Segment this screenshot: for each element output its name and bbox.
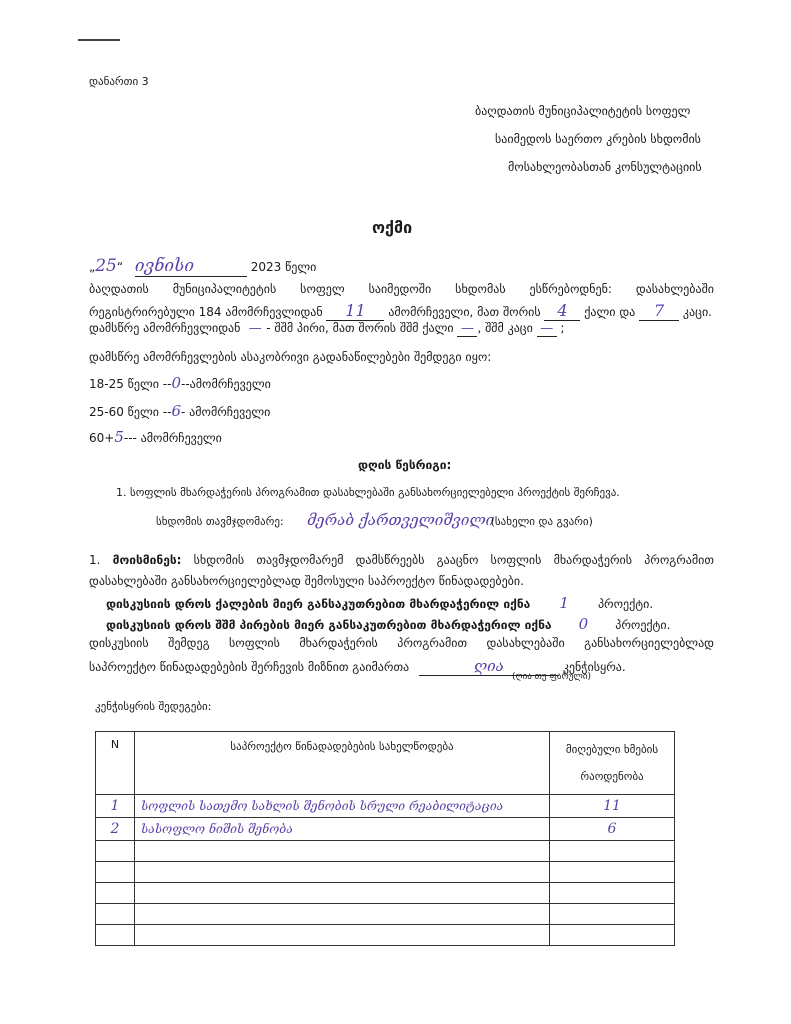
pwd-support-text: დისკუსიის დროს შშმ პირების მიერ განსაკუთრებით მხარდაჭერილ იქნა	[106, 618, 552, 632]
chair-label: სხდომის თავმჯდომარე:	[156, 515, 284, 528]
header-votes-line-2: რაოდენობა	[580, 770, 644, 783]
age-row-25-60	[89, 402, 270, 420]
pwd-text-d: ;	[560, 321, 565, 335]
results-table	[95, 731, 675, 946]
table-row-empty	[96, 841, 675, 862]
vote-type-value: ღია	[419, 657, 559, 676]
pwd-line	[89, 321, 565, 337]
vote-line-1: დისკუსიის შემდეგ სოფლის მხარდაჭერის პროგრამით დასახლებაში განსახორციელებლად	[89, 636, 714, 650]
vote-text-suffix: კენჭისყრა.	[562, 660, 626, 674]
pwd-text-b: - შშმ პირი, მათ შორის შშმ ქალი	[266, 321, 454, 335]
age-row-suffix: - ამომრჩეველი	[181, 405, 271, 419]
women-support-line	[106, 594, 653, 612]
pwd-text-a: დამსწრე ამომრჩევლიდან	[89, 321, 241, 335]
intro-line-2	[89, 301, 712, 321]
header-line-2: საიმედოს საერთო კრების სხდომის	[495, 132, 701, 146]
heard-text: სხდომის თავმჯდომარემ დამსწრეებს გააცნო სოფლის მხარდაჭერის პროგრამით	[193, 553, 714, 567]
age-row-prefix: 25-60 წელი --	[89, 405, 172, 419]
date-month: ივნისი	[135, 256, 247, 277]
header-line-3: მოსახლეობასთან კონსულტაციის	[508, 160, 702, 174]
header-votes	[550, 732, 675, 795]
women-count: 4	[544, 301, 580, 321]
age-row-18-25	[89, 374, 271, 392]
age-intro: დამსწრე ამომრჩევლების ასაკობრივი გადანაწილებები შემდეგი იყო:	[89, 350, 492, 364]
men-count: 7	[639, 301, 679, 321]
date-year: 2023 წელი	[250, 260, 317, 274]
intro-among-text: ამომრჩეველი, მათ შორის	[388, 305, 541, 319]
agenda-title: დღის წესრიგი:	[358, 458, 452, 472]
row-number: 2	[96, 818, 135, 841]
women-support-suffix: პროექტი.	[597, 597, 654, 611]
heard-line-2: დასახლებაში განსახორციელებლად შემოსული საპროექტო წინადადებები.	[89, 574, 524, 588]
table-row	[96, 795, 675, 818]
pwd-men: —	[537, 321, 557, 337]
age-row-suffix: --- ამომრჩეველი	[123, 431, 222, 445]
table-row	[96, 818, 675, 841]
heard-label: მოისმინეს:	[112, 553, 182, 567]
header-votes-line-1: მიღებული ხმების	[565, 743, 659, 756]
header-line-1: ბაღდათის მუნიციპალიტეტის სოფელ	[475, 104, 691, 118]
intro-line-1: ბაღდათის მუნიციპალიტეტის სოფელ საიმედოში სხდომას ესწრებოდნენ: დასახლებაში	[89, 282, 714, 296]
agenda-item: 1. სოფლის მხარდაჭერის პროგრამით დასახლებაში განსახორციელებელი პროექტის შერჩევა.	[116, 486, 620, 499]
chair-signature: მერაბ ქართველიშვილი	[307, 511, 495, 529]
pwd-support-value: 0	[578, 615, 589, 633]
chair-line	[156, 511, 593, 529]
age-row-prefix: 18-25 წელი --	[89, 377, 172, 391]
results-title: კენჭისყრის შედეგები:	[95, 700, 212, 713]
row-votes: 11	[550, 795, 675, 818]
row-votes: 6	[550, 818, 675, 841]
row-project-name: სოფლის სათემო სახლის შენობის სრული რეაბილიტაცია	[135, 795, 550, 818]
age-row-prefix: 60+	[89, 431, 115, 445]
date-open-quote: „	[89, 260, 96, 274]
row-project-name: სასოფლო ნიშის შენობა	[135, 818, 550, 841]
chair-note: (სახელი და გვარი)	[490, 515, 593, 528]
age-row-60-plus	[89, 428, 222, 446]
table-row-empty	[96, 925, 675, 946]
heard-num: 1.	[89, 553, 101, 567]
women-support-text: დისკუსიის დროს ქალების მიერ განსაკუთრებით მხარდაჭერილ იქნა	[106, 597, 531, 611]
pwd-support-line	[106, 615, 670, 633]
table-header-row	[96, 732, 675, 795]
top-line-mark	[78, 39, 120, 41]
date-day: 25	[95, 256, 117, 276]
document-title: ოქმი	[372, 218, 413, 237]
intro-registered-text: რეგისტრირებული 184 ამომრჩევლიდან	[89, 305, 323, 319]
pwd-text-c: , შშმ კაცი	[477, 321, 533, 335]
intro-women-text: ქალი და	[584, 305, 636, 319]
vote-note: (ღია თუ ფარული)	[512, 672, 592, 682]
age-row-suffix: --ამომრჩეველი	[181, 377, 271, 391]
table-row-empty	[96, 883, 675, 904]
table-row-empty	[96, 862, 675, 883]
vote-text: საპროექტო წინადადებების შერჩევის მიზნით გაიმართა	[89, 660, 410, 674]
present-count: 11	[326, 301, 384, 321]
heard-line-1	[89, 553, 714, 567]
date-line	[89, 256, 316, 277]
age-row-value: 5	[114, 428, 124, 446]
table-row-empty	[96, 904, 675, 925]
pwd-women: —	[457, 321, 477, 337]
annex-label: დანართი 3	[89, 75, 149, 88]
women-support-value: 1	[559, 594, 569, 612]
pwd-total: —	[248, 321, 262, 336]
date-close-quote: “	[116, 260, 124, 274]
header-n: N	[96, 732, 135, 795]
age-row-value: 0	[171, 374, 181, 392]
age-row-value: 6	[171, 402, 181, 420]
pwd-support-suffix: პროექტი.	[615, 618, 671, 632]
intro-men-text: კაცი.	[682, 305, 712, 319]
row-number: 1	[96, 795, 135, 818]
header-project-name: საპროექტო წინადადებების სახელწოდება	[135, 732, 550, 795]
